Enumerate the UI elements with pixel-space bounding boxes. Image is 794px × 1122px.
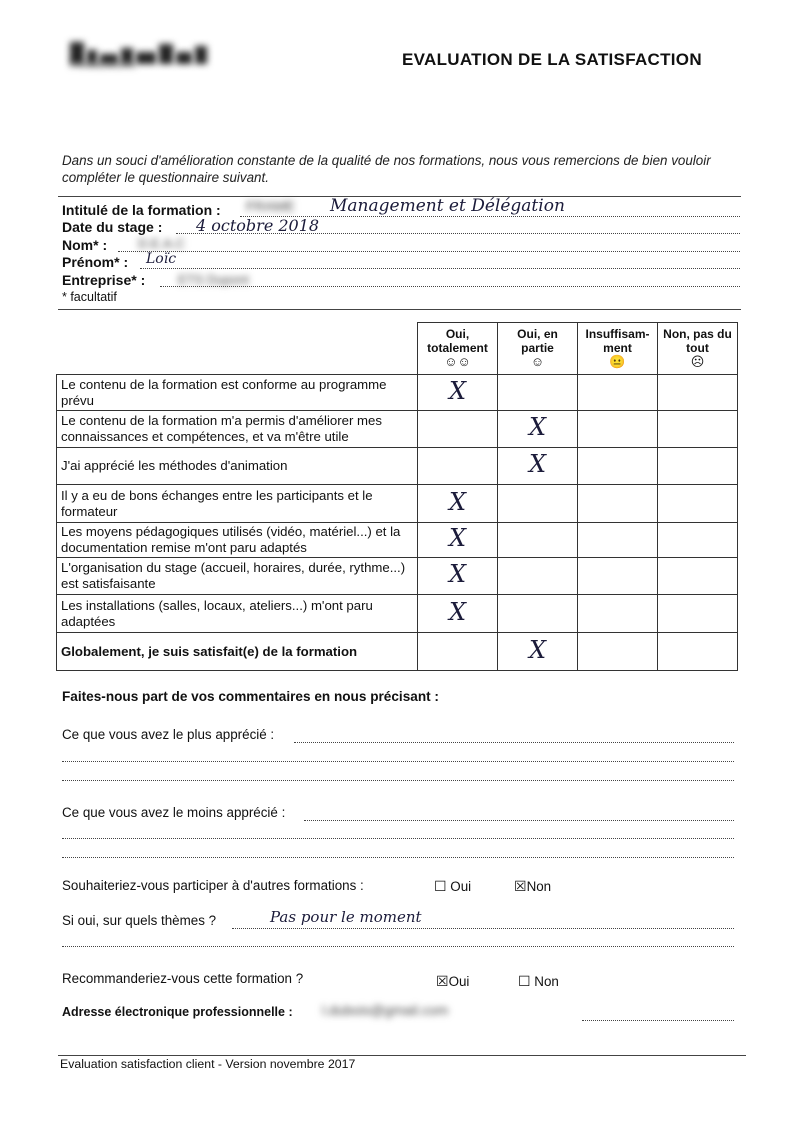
col-header: Non, pas du tout ☹: [658, 323, 738, 375]
other-trainings-oui[interactable]: ☐ Oui: [434, 878, 472, 894]
answer-cell[interactable]: [418, 485, 498, 523]
answer-cell[interactable]: [658, 485, 738, 523]
answer-cell[interactable]: [498, 558, 578, 595]
answer-cell[interactable]: [418, 375, 498, 411]
themes-line[interactable]: [62, 946, 734, 947]
prenom-label: Prénom* :: [62, 254, 129, 270]
most-appreciated-label: Ce que vous avez le plus apprécié :: [62, 727, 275, 742]
least-appreciated-label: Ce que vous avez le moins apprécié :: [62, 805, 286, 820]
email-line[interactable]: [582, 1020, 734, 1021]
table-row: [57, 411, 738, 448]
answer-cell[interactable]: [498, 448, 578, 485]
most-appreciated-line[interactable]: [294, 742, 734, 743]
answer-cell[interactable]: [658, 448, 738, 485]
table-row: [57, 375, 738, 411]
answer-cell[interactable]: [578, 595, 658, 633]
checkbox-checked-icon: ☒: [436, 973, 449, 989]
page-title: EVALUATION DE LA SATISFACTION: [402, 50, 702, 69]
recommend-label: Recommanderiez-vous cette formation ?: [62, 971, 304, 986]
col-header: Insuffisam-ment 😐: [578, 323, 658, 375]
smile-icon: ☺: [530, 354, 545, 369]
table-row: [57, 523, 738, 558]
recommend-oui[interactable]: ☒Oui: [436, 973, 470, 989]
answer-cell[interactable]: [578, 558, 658, 595]
themes-value: Pas pour le moment: [270, 908, 422, 926]
table-row: [57, 633, 738, 671]
answer-cell[interactable]: [498, 633, 578, 671]
other-trainings-label: Souhaiteriez-vous participer à d'autres formations :: [62, 878, 364, 893]
answer-cell[interactable]: [418, 411, 498, 448]
col-header: Oui, totalement ☺☺: [418, 323, 498, 375]
nom-line[interactable]: [118, 251, 740, 252]
most-appreciated-line[interactable]: [62, 761, 734, 762]
answer-cell[interactable]: [658, 411, 738, 448]
table-row: [57, 558, 738, 595]
comments-title: Faites-nous part de vos commentaires en nous précisant :: [62, 689, 439, 704]
divider: [58, 309, 741, 310]
least-appreciated-line[interactable]: [62, 838, 734, 839]
row-label: Globalement, je suis satisfait(e) de la formation: [57, 633, 418, 671]
themes-line[interactable]: [232, 928, 734, 929]
table-header-row: [57, 323, 738, 375]
checkbox-checked-icon: ☒: [514, 878, 527, 894]
answer-cell[interactable]: [418, 595, 498, 633]
row-label: Il y a eu de bons échanges entre les participants et le formateur: [57, 485, 418, 523]
intro-text: Dans un souci d'amélioration constante de la qualité de nos formations, nous vous remercions de bien vouloir compléter le questionnaire suivant.: [62, 153, 711, 185]
themes-label: Si oui, sur quels thèmes ?: [62, 913, 217, 928]
answer-cell[interactable]: [578, 411, 658, 448]
answer-cell[interactable]: [418, 558, 498, 595]
entreprise-blurred: ETS Dupont: [178, 272, 249, 287]
answer-cell[interactable]: [498, 411, 578, 448]
answer-cell[interactable]: [658, 633, 738, 671]
email-blurred: l.dubois@gmail.com: [322, 1002, 449, 1018]
answer-cell[interactable]: [578, 485, 658, 523]
answer-cell[interactable]: [578, 375, 658, 411]
answer-cell[interactable]: [658, 523, 738, 558]
formation-label: Intitulé de la formation :: [62, 202, 221, 218]
answer-cell[interactable]: [498, 595, 578, 633]
answer-cell[interactable]: [658, 595, 738, 633]
formation-blurred: FRAME: [246, 198, 295, 214]
row-label: Les installations (salles, locaux, ateliers...) m'ont paru adaptées: [57, 595, 418, 633]
table-row: [57, 595, 738, 633]
answer-cell[interactable]: [658, 375, 738, 411]
neutral-face-icon: 😐: [609, 354, 626, 369]
check-mark: X: [448, 597, 467, 626]
answer-cell[interactable]: [658, 558, 738, 595]
check-mark: X: [528, 413, 547, 441]
answer-cell[interactable]: [498, 523, 578, 558]
answer-cell[interactable]: [578, 633, 658, 671]
table-row: [57, 448, 738, 485]
row-label: Les moyens pédagogiques utilisés (vidéo, matériel...) et la documentation remise m'ont paru adaptés: [57, 523, 418, 558]
checkbox-empty-icon: ☐: [434, 878, 447, 894]
checkbox-empty-icon: ☐: [518, 973, 531, 989]
date-label: Date du stage :: [62, 219, 163, 235]
check-mark: X: [448, 487, 467, 516]
col-header: Oui, en partie ☺: [498, 323, 578, 375]
answer-cell[interactable]: [578, 523, 658, 558]
check-mark: X: [528, 450, 547, 478]
answer-cell[interactable]: [418, 633, 498, 671]
footer-divider: [58, 1055, 746, 1056]
check-mark: X: [448, 560, 467, 588]
date-value: 4 octobre 2018: [196, 216, 320, 235]
nom-label: Nom* :: [62, 237, 108, 253]
nom-blurred: D.E.A.C: [138, 236, 185, 251]
row-label: Le contenu de la formation m'a permis d'améliorer mes connaissances et compétences, et va m'être utile: [57, 411, 418, 448]
prenom-value: Loïc: [146, 251, 177, 267]
answer-cell[interactable]: [418, 448, 498, 485]
check-mark: X: [448, 524, 467, 552]
answer-cell[interactable]: [498, 485, 578, 523]
least-appreciated-line[interactable]: [62, 857, 734, 858]
footer-text: Evaluation satisfaction client - Version novembre 2017: [60, 1057, 356, 1071]
recommend-non[interactable]: ☐ Non: [518, 973, 559, 989]
answer-cell[interactable]: [498, 375, 578, 411]
row-label: L'organisation du stage (accueil, horaires, durée, rythme...) est satisfaisante: [57, 558, 418, 595]
row-label: Le contenu de la formation est conforme au programme prévu: [57, 375, 418, 411]
answer-cell[interactable]: [418, 523, 498, 558]
company-logo: FRAMEWORK: [70, 36, 238, 76]
most-appreciated-line[interactable]: [62, 780, 734, 781]
evaluation-table: [56, 322, 738, 671]
frown-icon: ☹: [690, 354, 705, 369]
least-appreciated-line[interactable]: [304, 820, 734, 821]
prenom-line[interactable]: [140, 268, 740, 269]
table-row: [57, 485, 738, 523]
check-mark: X: [448, 376, 467, 405]
entreprise-label: Entreprise* :: [62, 272, 146, 288]
formation-value: Management et Délégation: [330, 196, 565, 216]
answer-cell[interactable]: [578, 448, 658, 485]
check-mark: X: [528, 635, 547, 664]
smile-smile-icon: ☺☺: [444, 354, 471, 369]
row-label: J'ai apprécié les méthodes d'animation: [57, 448, 418, 485]
email-label: Adresse électronique professionnelle :: [62, 1005, 293, 1019]
table-corner: [57, 323, 418, 375]
footnote: * facultatif: [62, 290, 117, 304]
other-trainings-non[interactable]: ☒Non: [514, 878, 552, 894]
